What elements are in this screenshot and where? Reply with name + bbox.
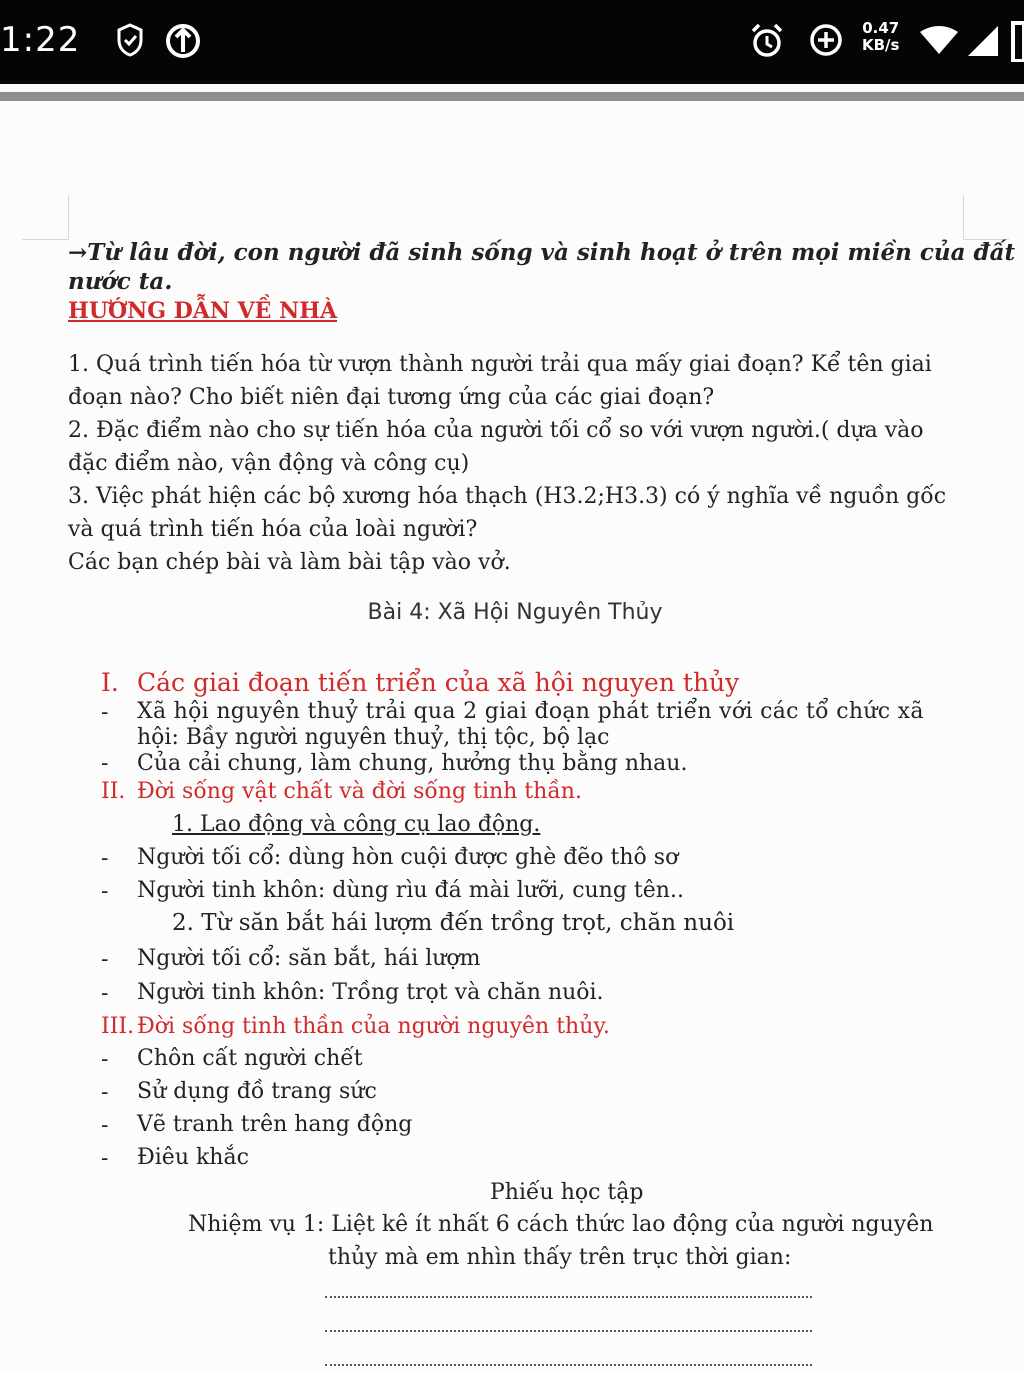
question-line: và quá trình tiến hóa của loài người? <box>68 517 478 542</box>
bullet-item: Chôn cất người chết <box>137 1046 363 1071</box>
question-line: 1. Quá trình tiến hóa từ vượn thành người trải qua mấy giai đoạn? Kể tên giai <box>68 352 932 377</box>
bullet-marker: - <box>101 1080 109 1105</box>
bullet-marker: - <box>101 981 109 1006</box>
bullet-marker: - <box>101 700 109 725</box>
battery-icon <box>1010 20 1024 66</box>
lesson-title: Bài 4: Xã Hội Nguyên Thủy <box>367 600 663 625</box>
bullet-item: Người tinh khôn: dùng rìu đá mài lưỡi, cung tên.. <box>137 878 684 903</box>
bullet-marker: - <box>101 1113 109 1138</box>
section-2-heading: Đời sống vật chất và đời sống tinh thần. <box>137 779 582 804</box>
question-line: Các bạn chép bài và làm bài tập vào vở. <box>68 550 511 575</box>
add-circle-icon <box>808 22 844 62</box>
subheading-labor-tools: 1. Lao động và công cụ lao động. <box>172 812 541 837</box>
bullet-marker: - <box>101 879 109 904</box>
task-line: Nhiệm vụ 1: Liệt kê ít nhất 6 cách thức lao động của người nguyên <box>188 1212 934 1237</box>
section-2-numeral: II. <box>101 779 126 804</box>
toolbar-divider <box>0 92 1024 101</box>
subheading-farming: 2. Từ săn bắt hái lượm đến trồng trọt, chăn nuôi <box>172 910 735 936</box>
speed-value: 0.47 <box>862 19 900 37</box>
question-line: đoạn nào? Cho biết niên đại tương ứng của các giai đoạn? <box>68 385 715 410</box>
status-bar <box>0 0 1024 84</box>
bullet-item: Của cải chung, làm chung, hưởng thụ bằng nhau. <box>137 751 688 776</box>
bullet-item: hội: Bầy người nguyên thuỷ, thị tộc, bộ lạc <box>137 725 610 750</box>
bullet-marker: - <box>101 1047 109 1072</box>
speed-unit: KB/s <box>862 36 900 54</box>
margin-mark <box>68 195 69 240</box>
bullet-item: Người tinh khôn: Trồng trọt và chăn nuôi. <box>137 980 604 1005</box>
homework-heading: HƯỚNG DẪN VỀ NHÀ <box>68 298 338 324</box>
data-saver-icon <box>164 22 202 64</box>
section-1-numeral: I. <box>101 668 119 697</box>
wifi-icon <box>918 26 960 60</box>
task-line: thủy mà em nhìn thấy trên trục thời gian: <box>328 1245 792 1270</box>
bullet-marker: - <box>101 751 109 776</box>
answer-line[interactable] <box>325 1364 812 1366</box>
shield-icon <box>116 22 144 62</box>
question-line: 3. Việc phát hiện các bộ xương hóa thạch (H3.2;H3.3) có ý nghĩa về nguồn gốc <box>68 484 947 509</box>
worksheet-title: Phiếu học tập <box>490 1180 644 1205</box>
answer-line[interactable] <box>325 1330 812 1332</box>
bullet-item: Điêu khắc <box>137 1145 249 1170</box>
bullet-item: Người tối cổ: dùng hòn cuội được ghè đẽo thô sơ <box>137 845 679 870</box>
signal-icon <box>966 24 1000 62</box>
question-line: đặc điểm nào, vận động và công cụ) <box>68 451 470 476</box>
bullet-marker: - <box>101 846 109 871</box>
bullet-marker: - <box>101 1146 109 1171</box>
section-1-heading: Các giai đoạn tiến triển của xã hội nguyen thủy <box>137 668 740 697</box>
network-speed <box>862 20 899 54</box>
bullet-item: Xã hội nguyên thuỷ trải qua 2 giai đoạn phát triển với các tổ chức xã <box>137 699 924 724</box>
clock: 1:22 <box>0 20 81 60</box>
intro-line: nước ta. <box>68 268 173 295</box>
bullet-item: Người tối cổ: săn bắt, hái lượm <box>137 946 481 971</box>
section-3-heading: Đời sống tinh thần của người nguyên thủy. <box>137 1014 610 1039</box>
intro-text <box>68 238 1015 296</box>
bullet-marker: - <box>101 947 109 972</box>
margin-mark <box>963 195 964 240</box>
margin-mark <box>22 239 68 240</box>
section-3-numeral: III. <box>101 1014 135 1039</box>
answer-line[interactable] <box>325 1296 812 1298</box>
alarm-icon <box>750 22 784 64</box>
bullet-item: Sử dụng đồ trang sức <box>137 1079 377 1104</box>
intro-line: →Từ lâu đời, con người đã sinh sống và sinh hoạt ở trên mọi miền của đất <box>68 239 1016 266</box>
bullet-item: Vẽ tranh trên hang động <box>137 1112 413 1137</box>
question-line: 2. Đặc điểm nào cho sự tiến hóa của người tối cổ so với vượn người.( dựa vào <box>68 418 924 443</box>
